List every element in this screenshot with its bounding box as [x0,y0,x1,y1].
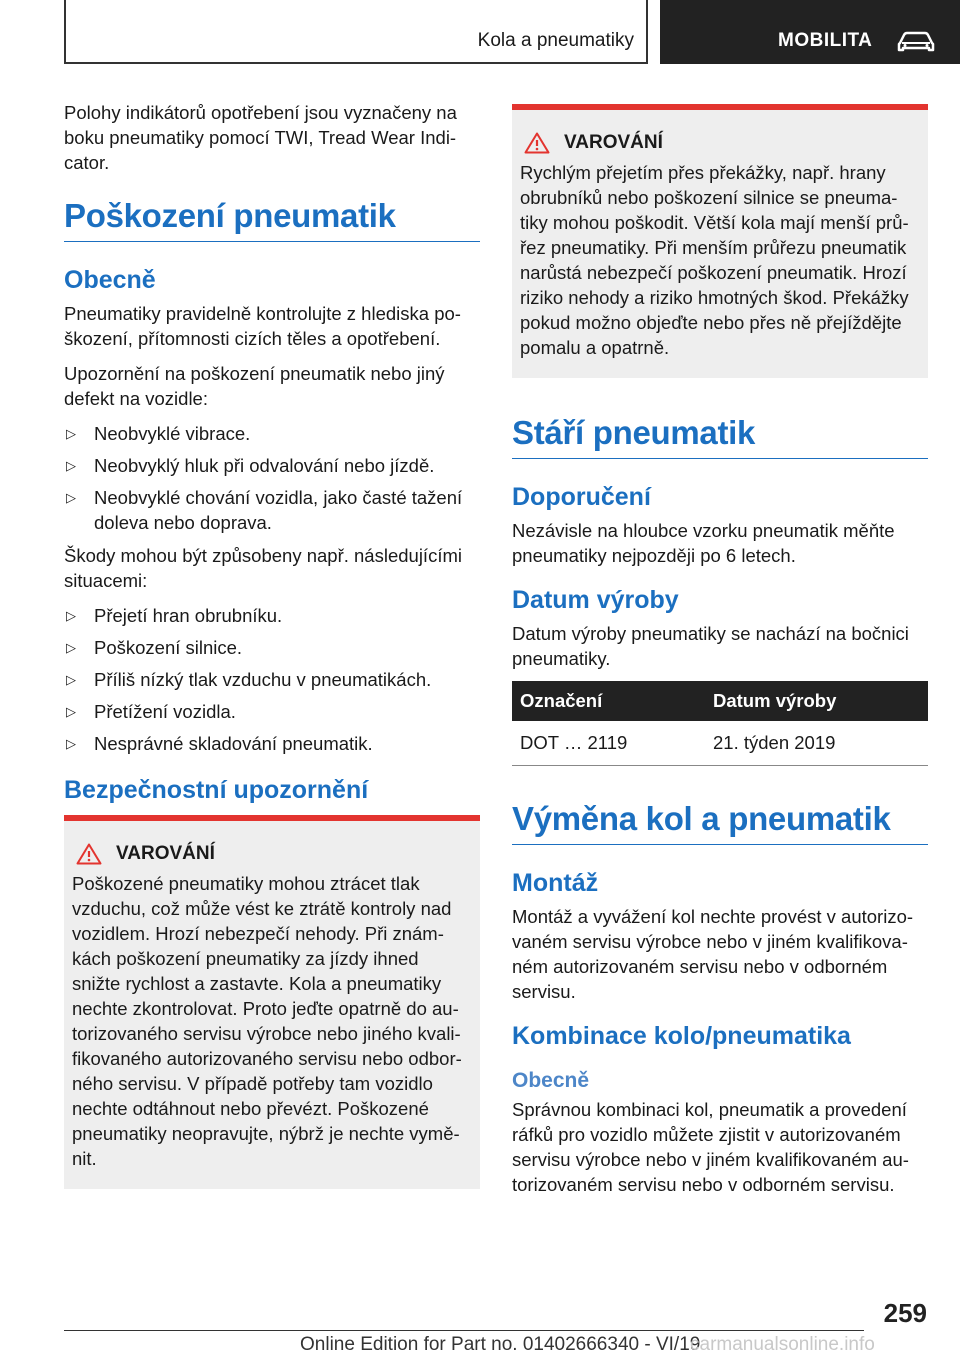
right-column [512,104,928,1207]
warning-triangle-icon [524,132,550,154]
page-number: 259 [883,1298,927,1328]
date-table [512,681,928,766]
paragraph-manufacture-date: Datum výroby pneumatiky se nachází na bočnici pneumatiky. [512,623,909,669]
warning-title: VAROVÁNÍ [520,132,920,154]
table-cell: DOT … 2119 [512,721,705,766]
heading-wheel-change: Výměna kol a pneumatik [512,800,928,845]
paragraph-signs: Upozornění na poškození pneumatik nebo jiný defekt na vozidle: [64,363,445,409]
list-item: ▷ Přejetí hran obrubníku. [64,603,480,628]
warning-triangle-icon [76,843,102,865]
left-column [64,100,480,1189]
table-header-row [512,681,928,721]
warning-text: Poškozené pneumatiky mohou ztrácet tlak vzduchu, což může vést ke ztrátě kontroly nad vozidlem. Hrozí nebezpečí nehody. Při znám-kách poškození pneumatiky za jízdy ihned snižte rychlost a zastavte. Kola a pneumatiky nechte zkontrolovat. Proto jeďte opatrně do au-torizovaného servisu výrobce nebo jiného kvali-fikovaného autorizovaného servisu nebo odbor-ného servisu. V případě potřeby tam vozidlo nechte odtáhnout nebo převézt. Poškozené pneumatiky neopravujte, nýbrž je nechte vymě-nit. [72,873,462,1169]
edition-text: Online Edition for Part no. 01402666340 - VI/19 [300,1334,701,1355]
warning-box [64,815,480,1189]
table-row [512,721,928,766]
heading-manufacture-date: Datum výroby [512,586,679,614]
subheading-general: Obecně [512,1069,590,1092]
list-item: ▷ Příliš nízký tlak vzduchu v pneumatikách. [64,667,480,692]
heading-tire-damage: Poškození pneumatik [64,197,480,242]
warning-text: Rychlým přejetím přes překážky, např. hrany obrubníků nebo poškození silnice se pneuma-tiky mohou poškodit. Větší kola mají menší prů-řez pneumatiky. Při menším průřezu pneumatik narůstá nebezpečí poškození pneumatik. Hrozí riziko nehody a riziko hmotných škod. Překážky pokud možno objeďte nebo přes ně přejíždějte pomalu a opatrně. [520,162,909,358]
list-item: ▷ Neobvyklý hluk při odvalování nebo jízdě. [64,453,480,478]
section-tab [64,0,648,64]
list-item: ▷ Poškození silnice. [64,635,480,660]
paragraph-mounting: Montáž a vyvážení kol nechte provést v autorizo-vaném servisu výrobce nebo v jiném kvalifikova-ném autorizovaném servisu nebo v odborném servisu. [512,906,914,1002]
heading-mounting: Montáž [512,869,599,897]
paragraph-check: Pneumatiky pravidelně kontrolujte z hlediska po-škození, přítomnosti cizích těles a opotřebení. [64,303,461,349]
warning-title: VAROVÁNÍ [72,843,472,865]
watermark: carmanualsonline.info [690,1334,875,1355]
causes-list [64,603,480,756]
heading-combination: Kombinace kolo/pneumatika [512,1022,851,1050]
warning-box [512,104,928,378]
heading-safety: Bezpečnostní upozornění [64,776,369,804]
paragraph-combination: Správnou kombinaci kol, pneumatik a provedení ráfků pro vozidlo můžete zjistit v autorizovaném servisu výrobce nebo v jiném kvalifikovaném au-torizovaném servisu nebo v odborném servisu. [512,1099,909,1195]
column-header: Datum výroby [705,681,928,721]
paragraph-causes: Škody mohou být způsobeny např. následujícími situacemi: [64,545,462,591]
list-item: ▷ Nesprávné skladování pneumatik. [64,731,480,756]
footer-divider [64,1330,864,1331]
intro-text: Polohy indikátorů opotřebení jsou vyznačeny na boku pneumatiky pomocí TWI, Tread Wear Indi-cator. [64,102,457,173]
chapter-title: MOBILITA [778,30,873,51]
list-item: ▷ Přetížení vozidla. [64,699,480,724]
heading-general: Obecně [64,266,156,294]
column-header: Označení [512,681,705,721]
heading-recommendation: Doporučení [512,483,651,511]
paragraph-recommendation: Nezávisle na hloubce vzorku pneumatik měňte pneumatiky nejpozději po 6 letech. [512,520,895,566]
list-item: ▷ Neobvyklé vibrace. [64,421,480,446]
section-title: Kola a pneumatiky [477,30,634,51]
car-icon [896,31,936,53]
chapter-tab [660,0,960,64]
table-cell: 21. týden 2019 [705,721,928,766]
heading-tire-age: Stáří pneumatik [512,414,928,459]
page-header [0,0,960,66]
signs-list [64,421,480,535]
list-item: ▷ Neobvyklé chování vozidla, jako časté tažení doleva nebo doprava. [64,485,480,535]
